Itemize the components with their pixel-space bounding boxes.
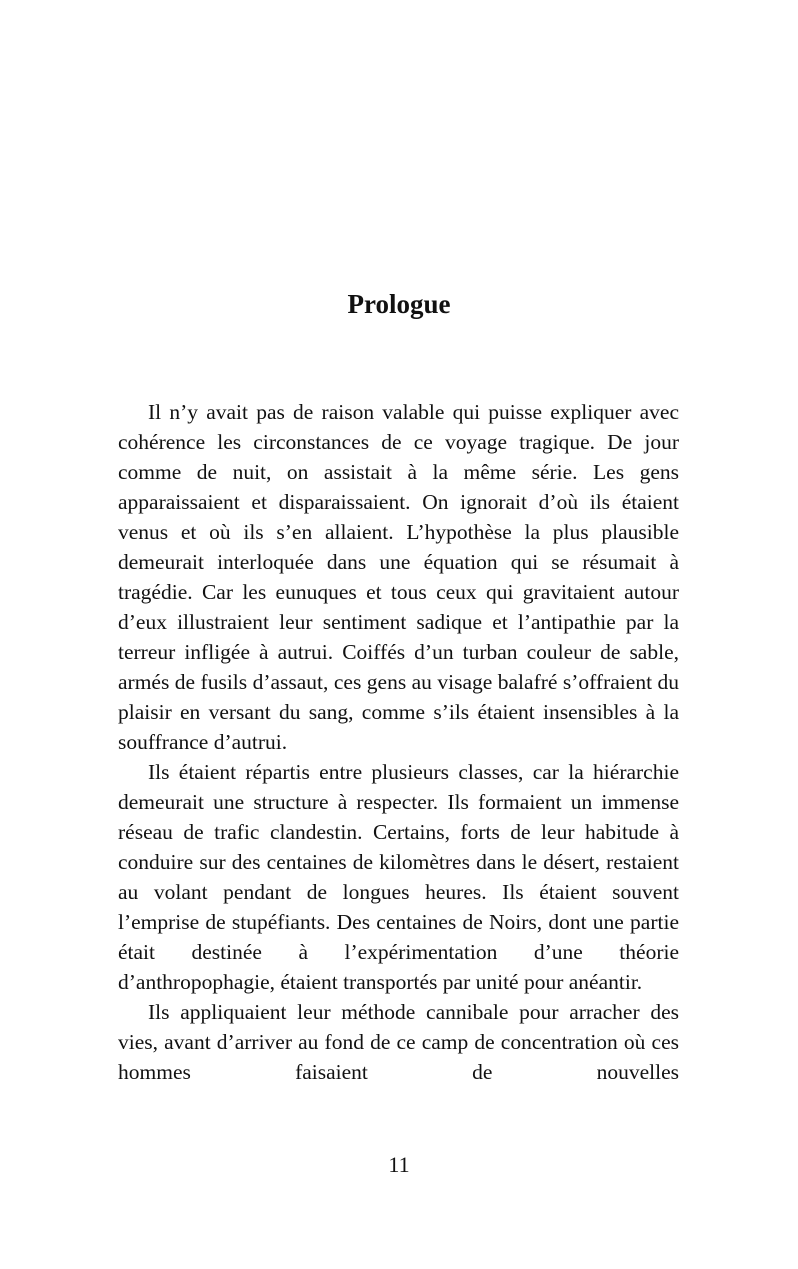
paragraph-1: Il n’y avait pas de raison valable qui puisse expliquer avec cohérence les circonstances de ce voyage tragique. De jour comme de nuit, on assistait à la même série. Les gens apparaissaient et disparaissaient. On ignorait d’où ils étaient venus et où ils s’en allaient. L’hypothèse la plus plausible demeurait interloquée dans une équation qui se résumait à tragédie. Car les eunuques et tous ceux qui gravitaient autour d’eux illustraient leur sentiment sadique et l’antipathie par la terreur infligée à autrui. Coiffés d’un turban couleur de sable, armés de fusils d’assaut, ces gens au visage balafré s’offraient du plaisir en versant du sang, comme s’ils étaient insensibles à la souffrance d’autrui. [118, 400, 679, 754]
page-number: 11 [388, 1152, 410, 1177]
paragraph-2: Ils étaient répartis entre plusieurs classes, car la hiérarchie demeurait une structure à respecter. Ils formaient un immense réseau de trafic clandestin. Certains, forts de leur habitude à conduire sur des centaines de kilomètres dans le désert, restaient au volant pendant de longues heures. Ils étaient souvent l’emprise de stupéfiants. Des centaines de Noirs, dont une partie était destinée à l’expérimentation d’une théorie d’anthropophagie, étaient transportés par unité pour anéantir. [118, 760, 679, 994]
paragraph-3: Ils appliquaient leur méthode cannibale pour arracher des vies, avant d’arriver au fond de ce camp de concentration où ces hommes faisaient de nouvelles [118, 1000, 679, 1084]
chapter-body [118, 397, 679, 1087]
chapter-title: Prologue [347, 289, 451, 320]
